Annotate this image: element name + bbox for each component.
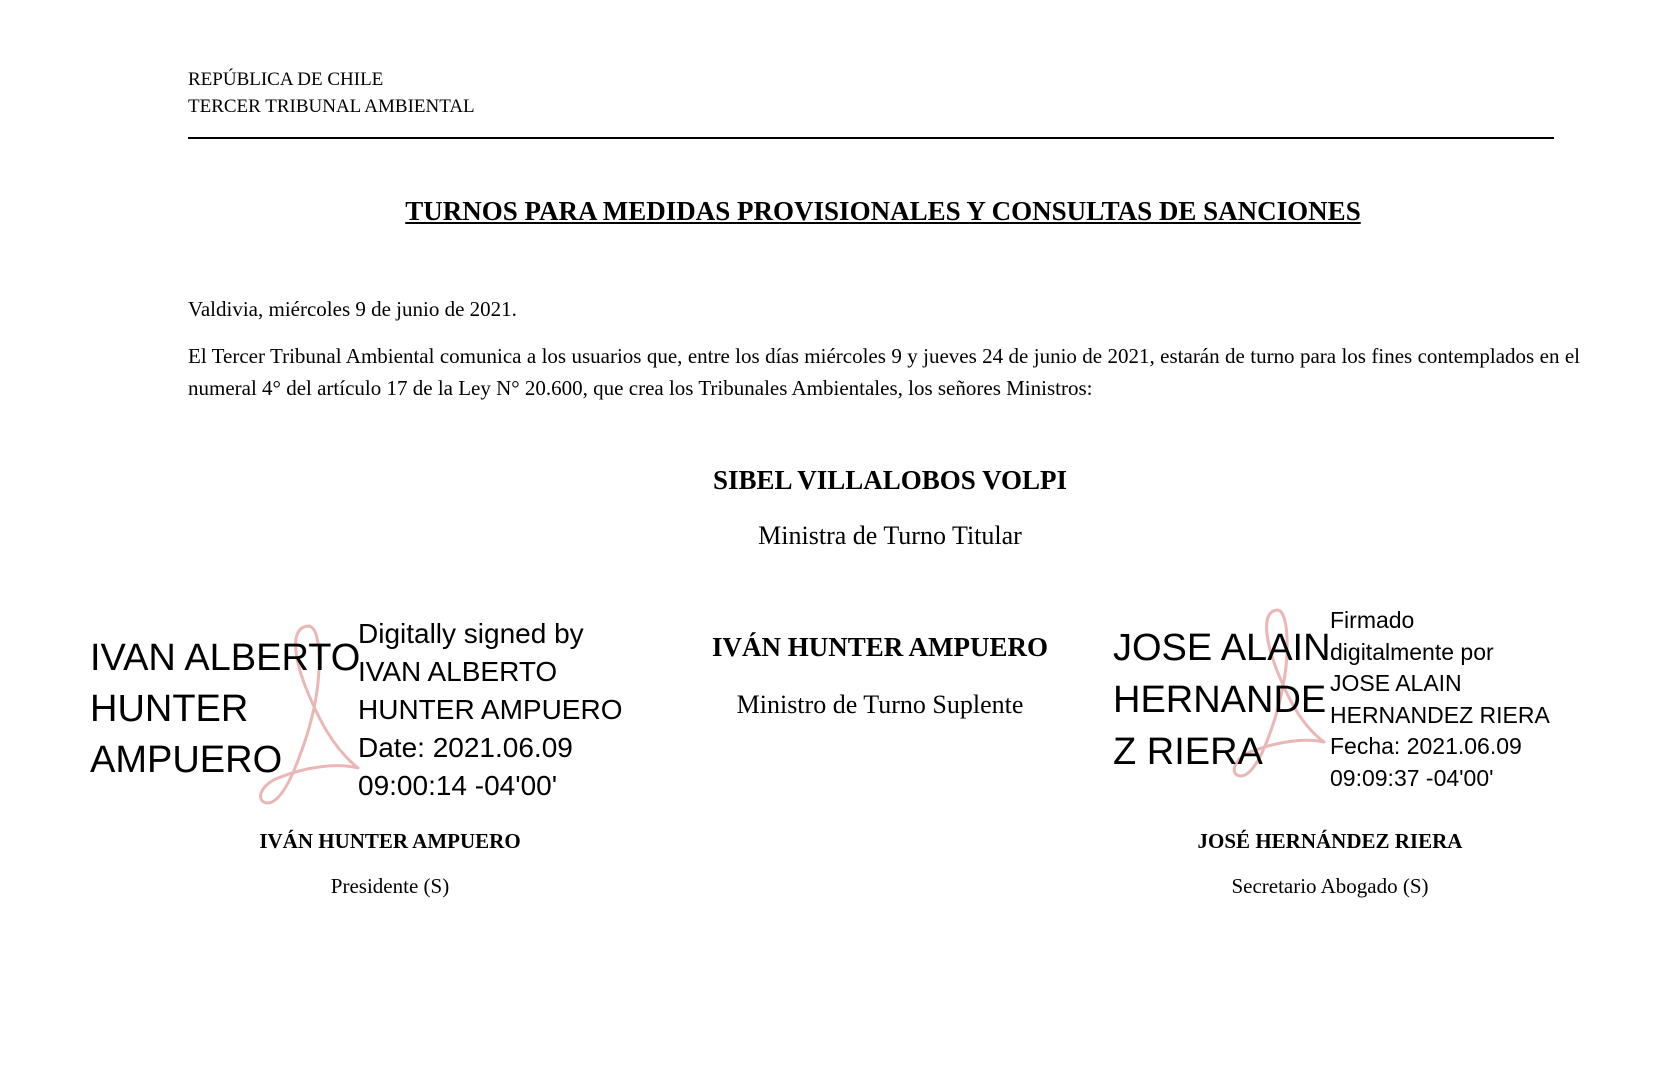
titular-minister-name: SIBEL VILLALOBOS VOLPI bbox=[712, 465, 1068, 495]
letterhead-tribunal: TERCER TRIBUNAL AMBIENTAL bbox=[188, 96, 475, 117]
signature-details: Firmado digitalmente por JOSE ALAIN HERNANDEZ RIERA Fecha: 2021.06.09 09:09:37 -04'00' bbox=[1330, 607, 1550, 791]
signature-details: Digitally signed by IVAN ALBERTO HUNTER AMPUERO Date: 2021.06.09 09:00:14 -04'00' bbox=[358, 618, 623, 801]
substitute-minister-name: IVÁN HUNTER AMPUERO bbox=[711, 632, 1048, 662]
secretary-name: JOSÉ HERNÁNDEZ RIERA bbox=[1197, 829, 1463, 853]
body-paragraph: El Tercer Tribunal Ambiental comunica a los usuarios que, entre los días miércoles 9 y jueves 24 de junio de 2021, estarán de turno para los fines contemplados en el numeral 4° del artículo 17 de la Ley N° 20.600, que crea los Tribunales Ambientales, los señores Ministros: bbox=[188, 344, 1580, 400]
date-line: Valdivia, miércoles 9 de junio de 2021. bbox=[188, 297, 517, 321]
header-divider bbox=[188, 137, 1554, 139]
letterhead-country: REPÚBLICA DE CHILE bbox=[188, 69, 384, 90]
document-title: TURNOS PARA MEDIDAS PROVISIONALES Y CONSULTAS DE SANCIONES bbox=[405, 196, 1361, 226]
signer-name-large: IVAN ALBERTO HUNTER AMPUERO bbox=[90, 637, 361, 781]
titular-minister-role: Ministra de Turno Titular bbox=[758, 521, 1022, 550]
signer-name-large: JOSE ALAIN HERNANDE Z RIERA bbox=[1113, 627, 1331, 773]
president-name: IVÁN HUNTER AMPUERO bbox=[259, 829, 521, 853]
secretary-role: Secretario Abogado (S) bbox=[1231, 874, 1429, 898]
substitute-minister-role: Ministro de Turno Suplente bbox=[736, 690, 1024, 719]
letterhead bbox=[188, 66, 475, 120]
president-role: Presidente (S) bbox=[330, 874, 450, 898]
